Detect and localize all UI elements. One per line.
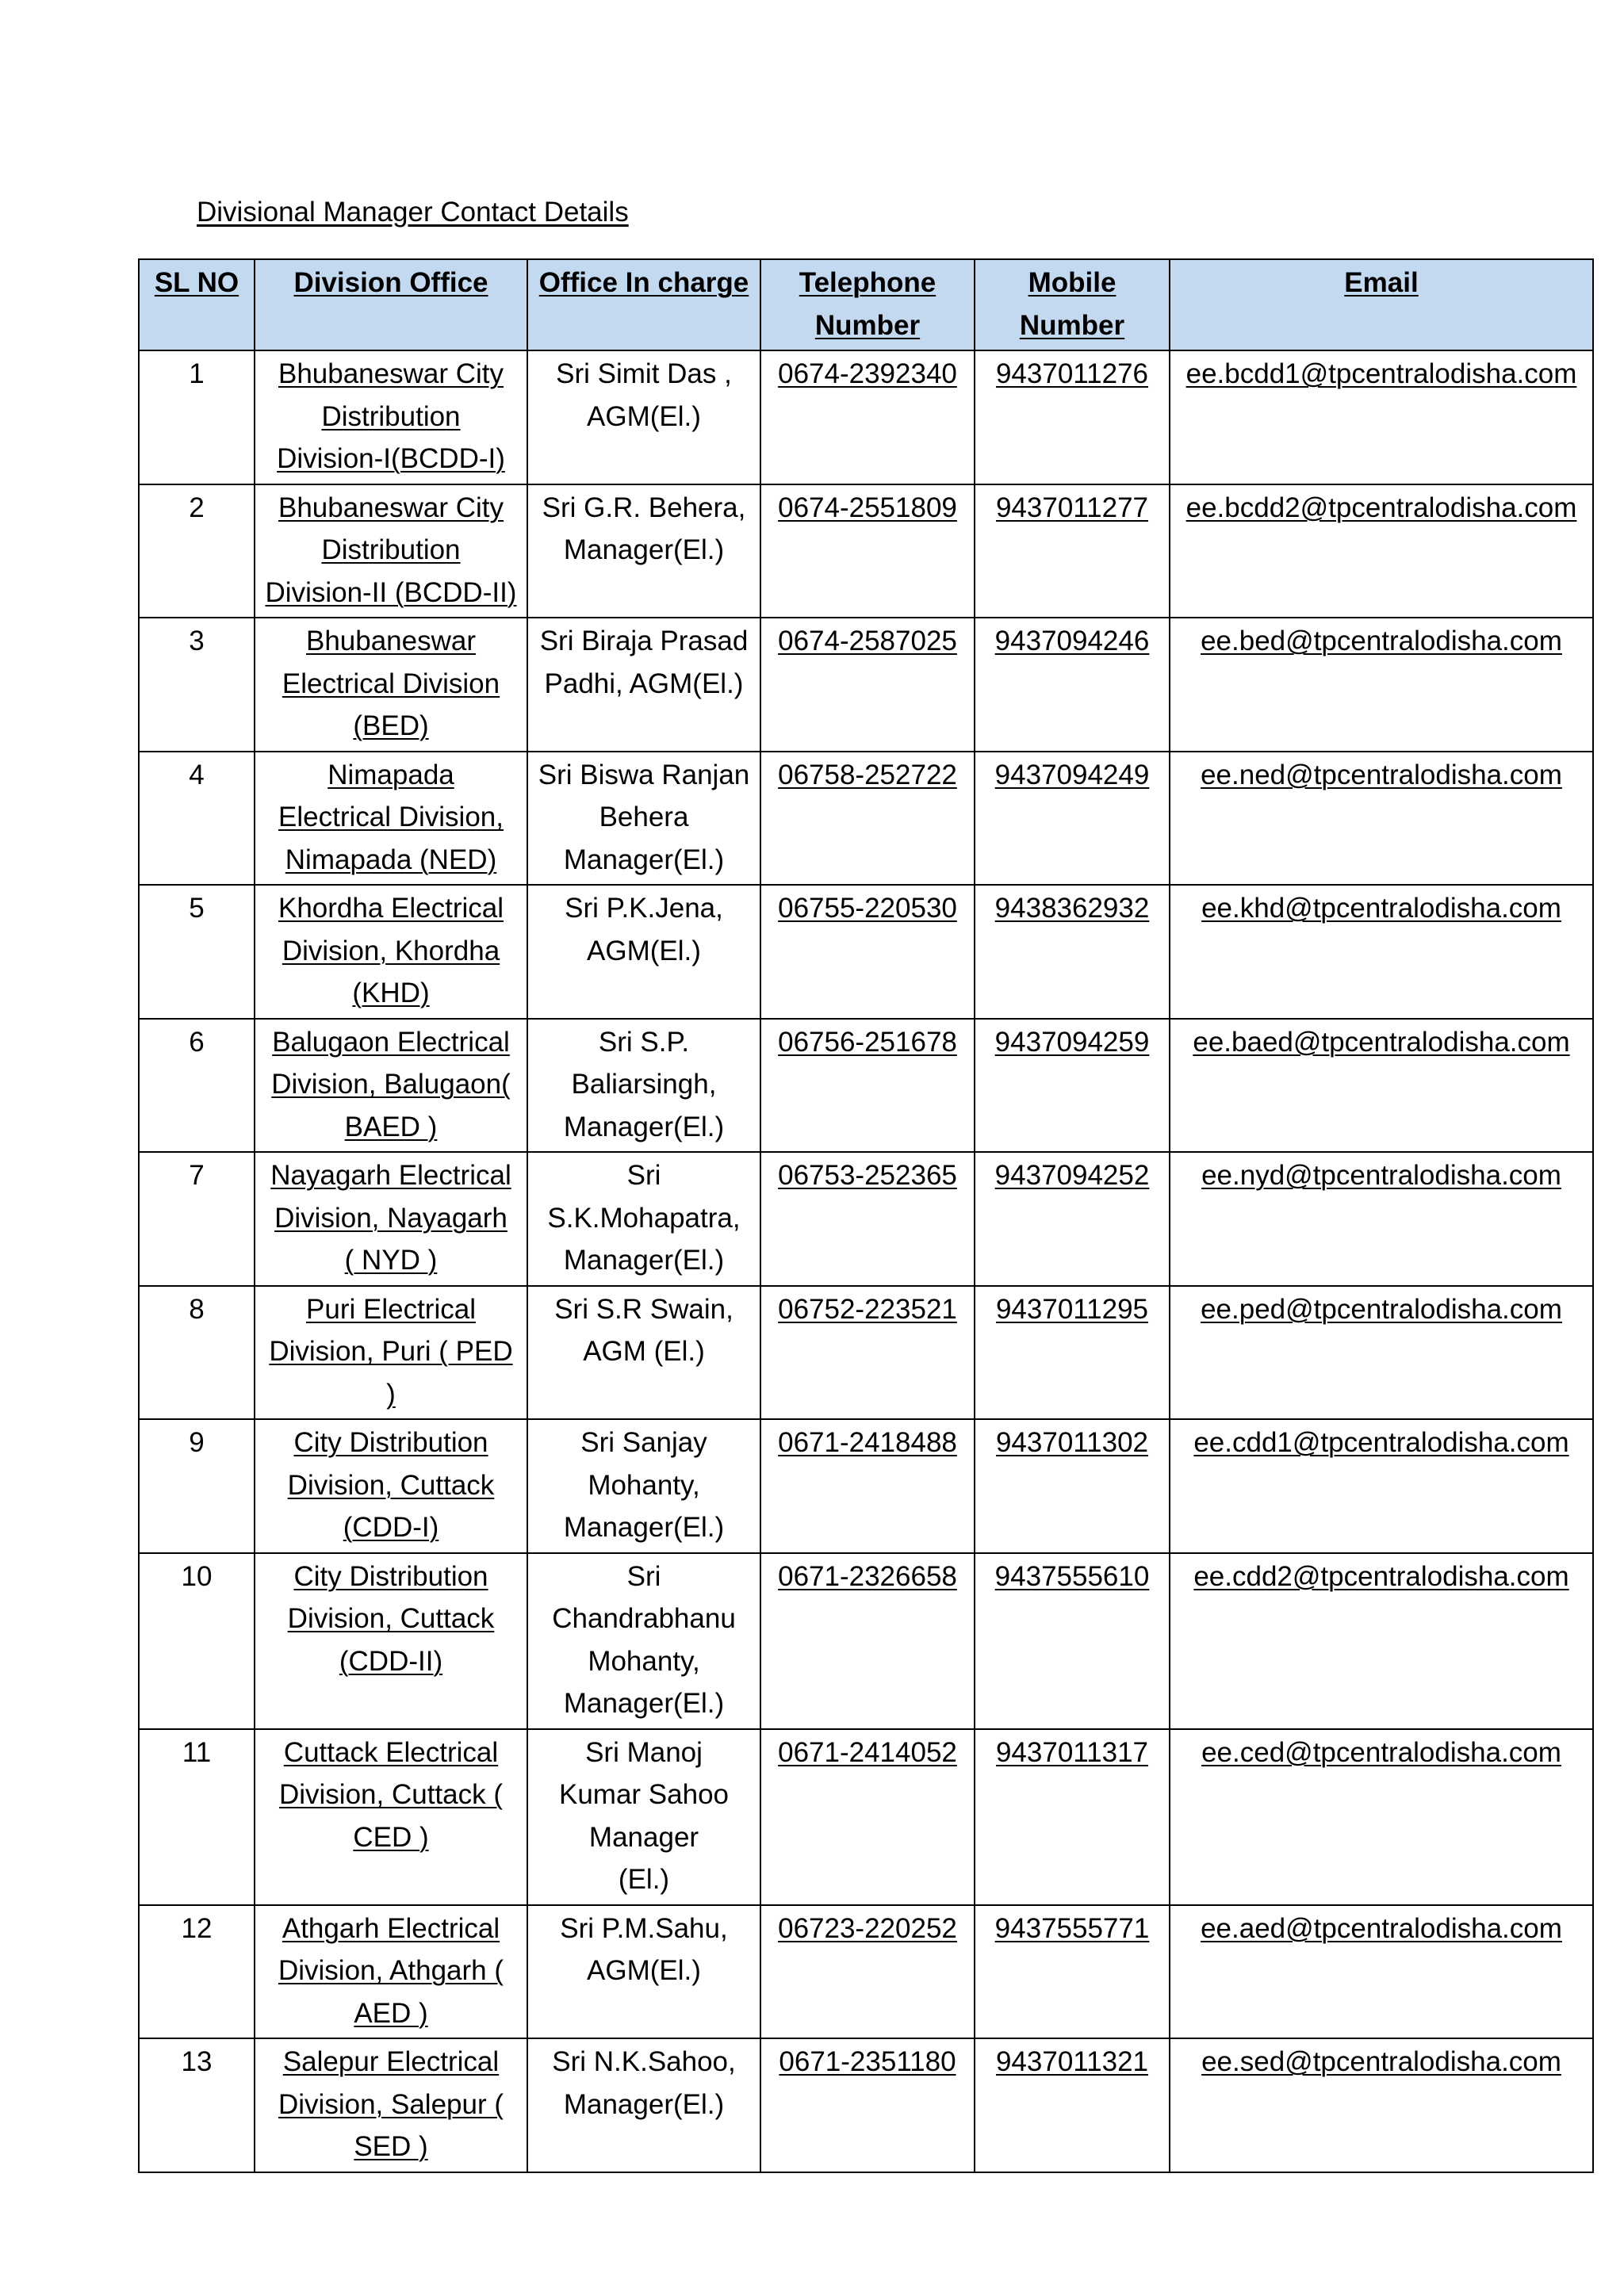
cell-office-in-charge xyxy=(527,618,760,752)
cell-mobile-number-text: 9437011276 xyxy=(995,358,1149,389)
cell-sl-no-text: 2 xyxy=(189,492,205,523)
cell-mobile-number xyxy=(975,1286,1170,1420)
cell-telephone-number-text: 06723-220252 xyxy=(778,1912,957,1944)
cell-office-in-charge-text: Sri Sanjay Mohanty, Manager(El.) xyxy=(563,1427,725,1543)
cell-telephone-number-text: 0671-2326658 xyxy=(778,1560,957,1592)
cell-sl-no-text: 7 xyxy=(189,1160,205,1191)
cell-sl-no xyxy=(139,885,255,1019)
cell-office-in-charge-text: Sri P.M.Sahu, AGM(El.) xyxy=(560,1912,728,1986)
cell-office-in-charge xyxy=(527,2038,760,2172)
cell-office-in-charge-text: Sri S.R Swain, AGM (El.) xyxy=(554,1293,733,1367)
cell-telephone-number-text: 06758-252722 xyxy=(778,759,957,790)
cell-email-text: ee.ped@tpcentralodisha.com xyxy=(1201,1293,1562,1325)
table-row xyxy=(139,1553,1593,1729)
cell-division-office-text: Salepur Electrical Division, Salepur ( SED ) xyxy=(278,2046,504,2162)
cell-mobile-number xyxy=(975,885,1170,1019)
cell-office-in-charge xyxy=(527,1286,760,1420)
cell-telephone-number xyxy=(760,885,975,1019)
cell-mobile-number xyxy=(975,484,1170,618)
cell-telephone-number xyxy=(760,618,975,752)
cell-office-in-charge xyxy=(527,1729,760,1905)
cell-division-office-text: Cuttack Electrical Division, Cuttack ( CED ) xyxy=(278,1736,504,1853)
table-row xyxy=(139,618,1593,752)
cell-telephone-number-text: 06756-251678 xyxy=(778,1026,957,1058)
cell-email xyxy=(1170,885,1593,1019)
header-telephone-number: Telephone Number xyxy=(760,259,975,350)
cell-sl-no xyxy=(139,484,255,618)
table-row xyxy=(139,350,1593,484)
cell-division-office-text: Balugaon Electrical Division, Balugaon( BAED ) xyxy=(271,1026,511,1142)
cell-telephone-number-text: 0671-2418488 xyxy=(778,1427,957,1458)
cell-telephone-number xyxy=(760,752,975,886)
cell-sl-no-text: 6 xyxy=(189,1026,205,1058)
cell-mobile-number xyxy=(975,1419,1170,1553)
cell-email-text: ee.nyd@tpcentralodisha.com xyxy=(1201,1160,1561,1191)
table-header-row xyxy=(139,259,1593,350)
cell-email-text: ee.bcdd2@tpcentralodisha.com xyxy=(1185,492,1577,523)
cell-sl-no xyxy=(139,618,255,752)
cell-office-in-charge xyxy=(527,1905,760,2039)
cell-sl-no-text: 13 xyxy=(181,2046,213,2077)
cell-email xyxy=(1170,350,1593,484)
cell-sl-no xyxy=(139,1286,255,1420)
cell-email xyxy=(1170,618,1593,752)
cell-email-text: ee.aed@tpcentralodisha.com xyxy=(1201,1912,1562,1944)
cell-telephone-number xyxy=(760,1729,975,1905)
table-row xyxy=(139,885,1593,1019)
cell-telephone-number xyxy=(760,1419,975,1553)
cell-email-text: ee.baed@tpcentralodisha.com xyxy=(1193,1026,1570,1058)
cell-sl-no-text: 9 xyxy=(189,1427,205,1458)
cell-division-office-text: Bhubaneswar City Distribution Division-I(BCDD-I) xyxy=(277,358,505,474)
cell-division-office xyxy=(255,1905,527,2039)
cell-email xyxy=(1170,1286,1593,1420)
cell-email-text: ee.cdd1@tpcentralodisha.com xyxy=(1193,1427,1569,1458)
cell-division-office-text: Bhubaneswar Electrical Division (BED) xyxy=(282,626,500,741)
table-row xyxy=(139,1019,1593,1153)
cell-division-office-text: City Distribution Division, Cuttack (CDD-I) xyxy=(287,1427,495,1543)
cell-office-in-charge xyxy=(527,350,760,484)
cell-mobile-number xyxy=(975,1019,1170,1153)
cell-division-office xyxy=(255,885,527,1019)
cell-division-office-text: Puri Electrical Division, Puri ( PED ) xyxy=(269,1293,513,1410)
cell-office-in-charge-text: Sri Chandrabhanu Mohanty, Manager(El.) xyxy=(552,1560,736,1719)
table-body xyxy=(139,350,1593,2172)
cell-email xyxy=(1170,1419,1593,1553)
cell-division-office-text: Bhubaneswar City Distribution Division-II (BCDD-II) xyxy=(265,492,517,608)
cell-email xyxy=(1170,1152,1593,1286)
cell-mobile-number xyxy=(975,1553,1170,1729)
cell-email-text: ee.ned@tpcentralodisha.com xyxy=(1201,759,1562,790)
cell-sl-no-text: 4 xyxy=(189,759,205,790)
cell-email-text: ee.khd@tpcentralodisha.com xyxy=(1201,893,1561,924)
cell-office-in-charge xyxy=(527,1419,760,1553)
cell-mobile-number xyxy=(975,350,1170,484)
header-mobile-number: Mobile Number xyxy=(975,259,1170,350)
cell-mobile-number-text: 9438362932 xyxy=(994,893,1150,924)
cell-sl-no xyxy=(139,1019,255,1153)
header-office-in-charge: Office In charge xyxy=(527,259,760,350)
cell-mobile-number xyxy=(975,1905,1170,2039)
cell-division-office-text: Khordha Electrical Division, Khordha (KHD) xyxy=(278,893,504,1008)
contact-table xyxy=(138,258,1594,2173)
cell-office-in-charge xyxy=(527,752,760,886)
cell-sl-no xyxy=(139,1152,255,1286)
cell-mobile-number-text: 9437011302 xyxy=(995,1427,1149,1458)
cell-telephone-number-text: 0671-2414052 xyxy=(778,1736,957,1768)
cell-telephone-number-text: 0674-2392340 xyxy=(778,358,957,389)
cell-email xyxy=(1170,484,1593,618)
cell-division-office xyxy=(255,1419,527,1553)
table-row xyxy=(139,2038,1593,2172)
cell-division-office xyxy=(255,618,527,752)
cell-mobile-number-text: 9437011277 xyxy=(995,492,1149,523)
cell-mobile-number-text: 9437555610 xyxy=(994,1560,1150,1592)
cell-sl-no-text: 11 xyxy=(182,1736,212,1768)
cell-email-text: ee.ced@tpcentralodisha.com xyxy=(1201,1736,1561,1768)
cell-email xyxy=(1170,1905,1593,2039)
cell-email xyxy=(1170,1019,1593,1153)
cell-mobile-number xyxy=(975,1729,1170,1905)
cell-mobile-number-text: 9437094259 xyxy=(994,1026,1150,1058)
cell-division-office xyxy=(255,1286,527,1420)
cell-division-office xyxy=(255,752,527,886)
table-row xyxy=(139,1419,1593,1553)
cell-division-office xyxy=(255,1019,527,1153)
cell-mobile-number xyxy=(975,2038,1170,2172)
cell-division-office-text: City Distribution Division, Cuttack (CDD-II) xyxy=(287,1560,495,1677)
cell-sl-no xyxy=(139,2038,255,2172)
cell-telephone-number xyxy=(760,1152,975,1286)
cell-mobile-number-text: 9437011317 xyxy=(995,1736,1149,1768)
cell-email xyxy=(1170,752,1593,886)
table-row xyxy=(139,1152,1593,1286)
cell-telephone-number-text: 06753-252365 xyxy=(778,1160,957,1191)
cell-office-in-charge-text: Sri G.R. Behera, Manager(El.) xyxy=(542,492,746,565)
cell-email xyxy=(1170,1729,1593,1905)
cell-telephone-number xyxy=(760,1286,975,1420)
cell-email xyxy=(1170,2038,1593,2172)
cell-email xyxy=(1170,1553,1593,1729)
cell-sl-no-text: 12 xyxy=(181,1912,213,1944)
cell-email-text: ee.sed@tpcentralodisha.com xyxy=(1201,2046,1561,2077)
header-sl-no: SL NO xyxy=(139,259,255,350)
cell-division-office-text: Nimapada Electrical Division, Nimapada (NED) xyxy=(278,759,504,875)
cell-office-in-charge xyxy=(527,1152,760,1286)
cell-telephone-number xyxy=(760,484,975,618)
cell-office-in-charge xyxy=(527,1019,760,1153)
cell-sl-no-text: 3 xyxy=(189,626,205,656)
cell-mobile-number xyxy=(975,618,1170,752)
cell-telephone-number-text: 0671-2351180 xyxy=(779,2046,956,2077)
cell-office-in-charge-text: Sri N.K.Sahoo, Manager(El.) xyxy=(552,2046,736,2120)
cell-office-in-charge-text: Sri S.K.Mohapatra, Manager(El.) xyxy=(547,1160,741,1276)
cell-division-office xyxy=(255,1553,527,1729)
cell-mobile-number-text: 9437011295 xyxy=(995,1293,1149,1325)
cell-sl-no xyxy=(139,1419,255,1553)
cell-division-office xyxy=(255,484,527,618)
page-title: Divisional Manager Contact Details xyxy=(197,197,629,228)
cell-telephone-number xyxy=(760,1905,975,2039)
cell-telephone-number xyxy=(760,1553,975,1729)
cell-email-text: ee.bed@tpcentralodisha.com xyxy=(1201,626,1562,656)
cell-division-office xyxy=(255,350,527,484)
cell-email-text: ee.bcdd1@tpcentralodisha.com xyxy=(1185,358,1577,389)
cell-telephone-number xyxy=(760,2038,975,2172)
cell-office-in-charge-text: Sri Biswa Ranjan Behera Manager(El.) xyxy=(538,759,750,875)
cell-sl-no-text: 10 xyxy=(181,1560,213,1592)
cell-telephone-number-text: 0674-2587025 xyxy=(778,626,957,656)
cell-office-in-charge-text: Sri Biraja Prasad Padhi, AGM(El.) xyxy=(539,626,749,699)
cell-division-office xyxy=(255,1729,527,1905)
cell-sl-no xyxy=(139,350,255,484)
cell-mobile-number-text: 9437011321 xyxy=(995,2046,1149,2077)
table-row xyxy=(139,1905,1593,2039)
cell-sl-no xyxy=(139,1905,255,2039)
cell-mobile-number xyxy=(975,752,1170,886)
cell-division-office xyxy=(255,1152,527,1286)
cell-sl-no-text: 5 xyxy=(189,893,205,924)
cell-mobile-number-text: 9437094246 xyxy=(994,626,1150,656)
cell-sl-no-text: 1 xyxy=(189,358,205,389)
cell-sl-no xyxy=(139,1729,255,1905)
cell-office-in-charge xyxy=(527,1553,760,1729)
table-row xyxy=(139,1729,1593,1905)
cell-sl-no xyxy=(139,752,255,886)
cell-office-in-charge xyxy=(527,885,760,1019)
cell-division-office xyxy=(255,2038,527,2172)
cell-division-office-text: Nayagarh Electrical Division, Nayagarh ( NYD ) xyxy=(270,1160,511,1276)
cell-office-in-charge xyxy=(527,484,760,618)
table-row xyxy=(139,1286,1593,1420)
cell-mobile-number-text: 9437094252 xyxy=(994,1160,1150,1191)
cell-telephone-number-text: 06752-223521 xyxy=(778,1293,957,1325)
cell-office-in-charge-text: Sri P.K.Jena, AGM(El.) xyxy=(565,893,723,966)
cell-mobile-number xyxy=(975,1152,1170,1286)
cell-office-in-charge-text: Sri Manoj Kumar Sahoo Manager (El.) xyxy=(558,1736,730,1895)
cell-mobile-number-text: 9437094249 xyxy=(994,759,1150,790)
cell-office-in-charge-text: Sri Simit Das , AGM(El.) xyxy=(556,358,732,432)
cell-telephone-number-text: 0674-2551809 xyxy=(778,492,957,523)
cell-telephone-number-text: 06755-220530 xyxy=(778,893,957,924)
header-email: Email xyxy=(1170,259,1593,350)
cell-telephone-number xyxy=(760,350,975,484)
table-row xyxy=(139,484,1593,618)
cell-sl-no xyxy=(139,1553,255,1729)
cell-mobile-number-text: 9437555771 xyxy=(994,1912,1150,1944)
cell-sl-no-text: 8 xyxy=(189,1293,205,1325)
cell-office-in-charge-text: Sri S.P. Baliarsingh, Manager(El.) xyxy=(563,1026,725,1142)
table-row xyxy=(139,752,1593,886)
cell-email-text: ee.cdd2@tpcentralodisha.com xyxy=(1193,1560,1569,1592)
cell-telephone-number xyxy=(760,1019,975,1153)
cell-division-office-text: Athgarh Electrical Division, Athgarh ( AED ) xyxy=(278,1912,504,2029)
header-division-office: Division Office xyxy=(255,259,527,350)
